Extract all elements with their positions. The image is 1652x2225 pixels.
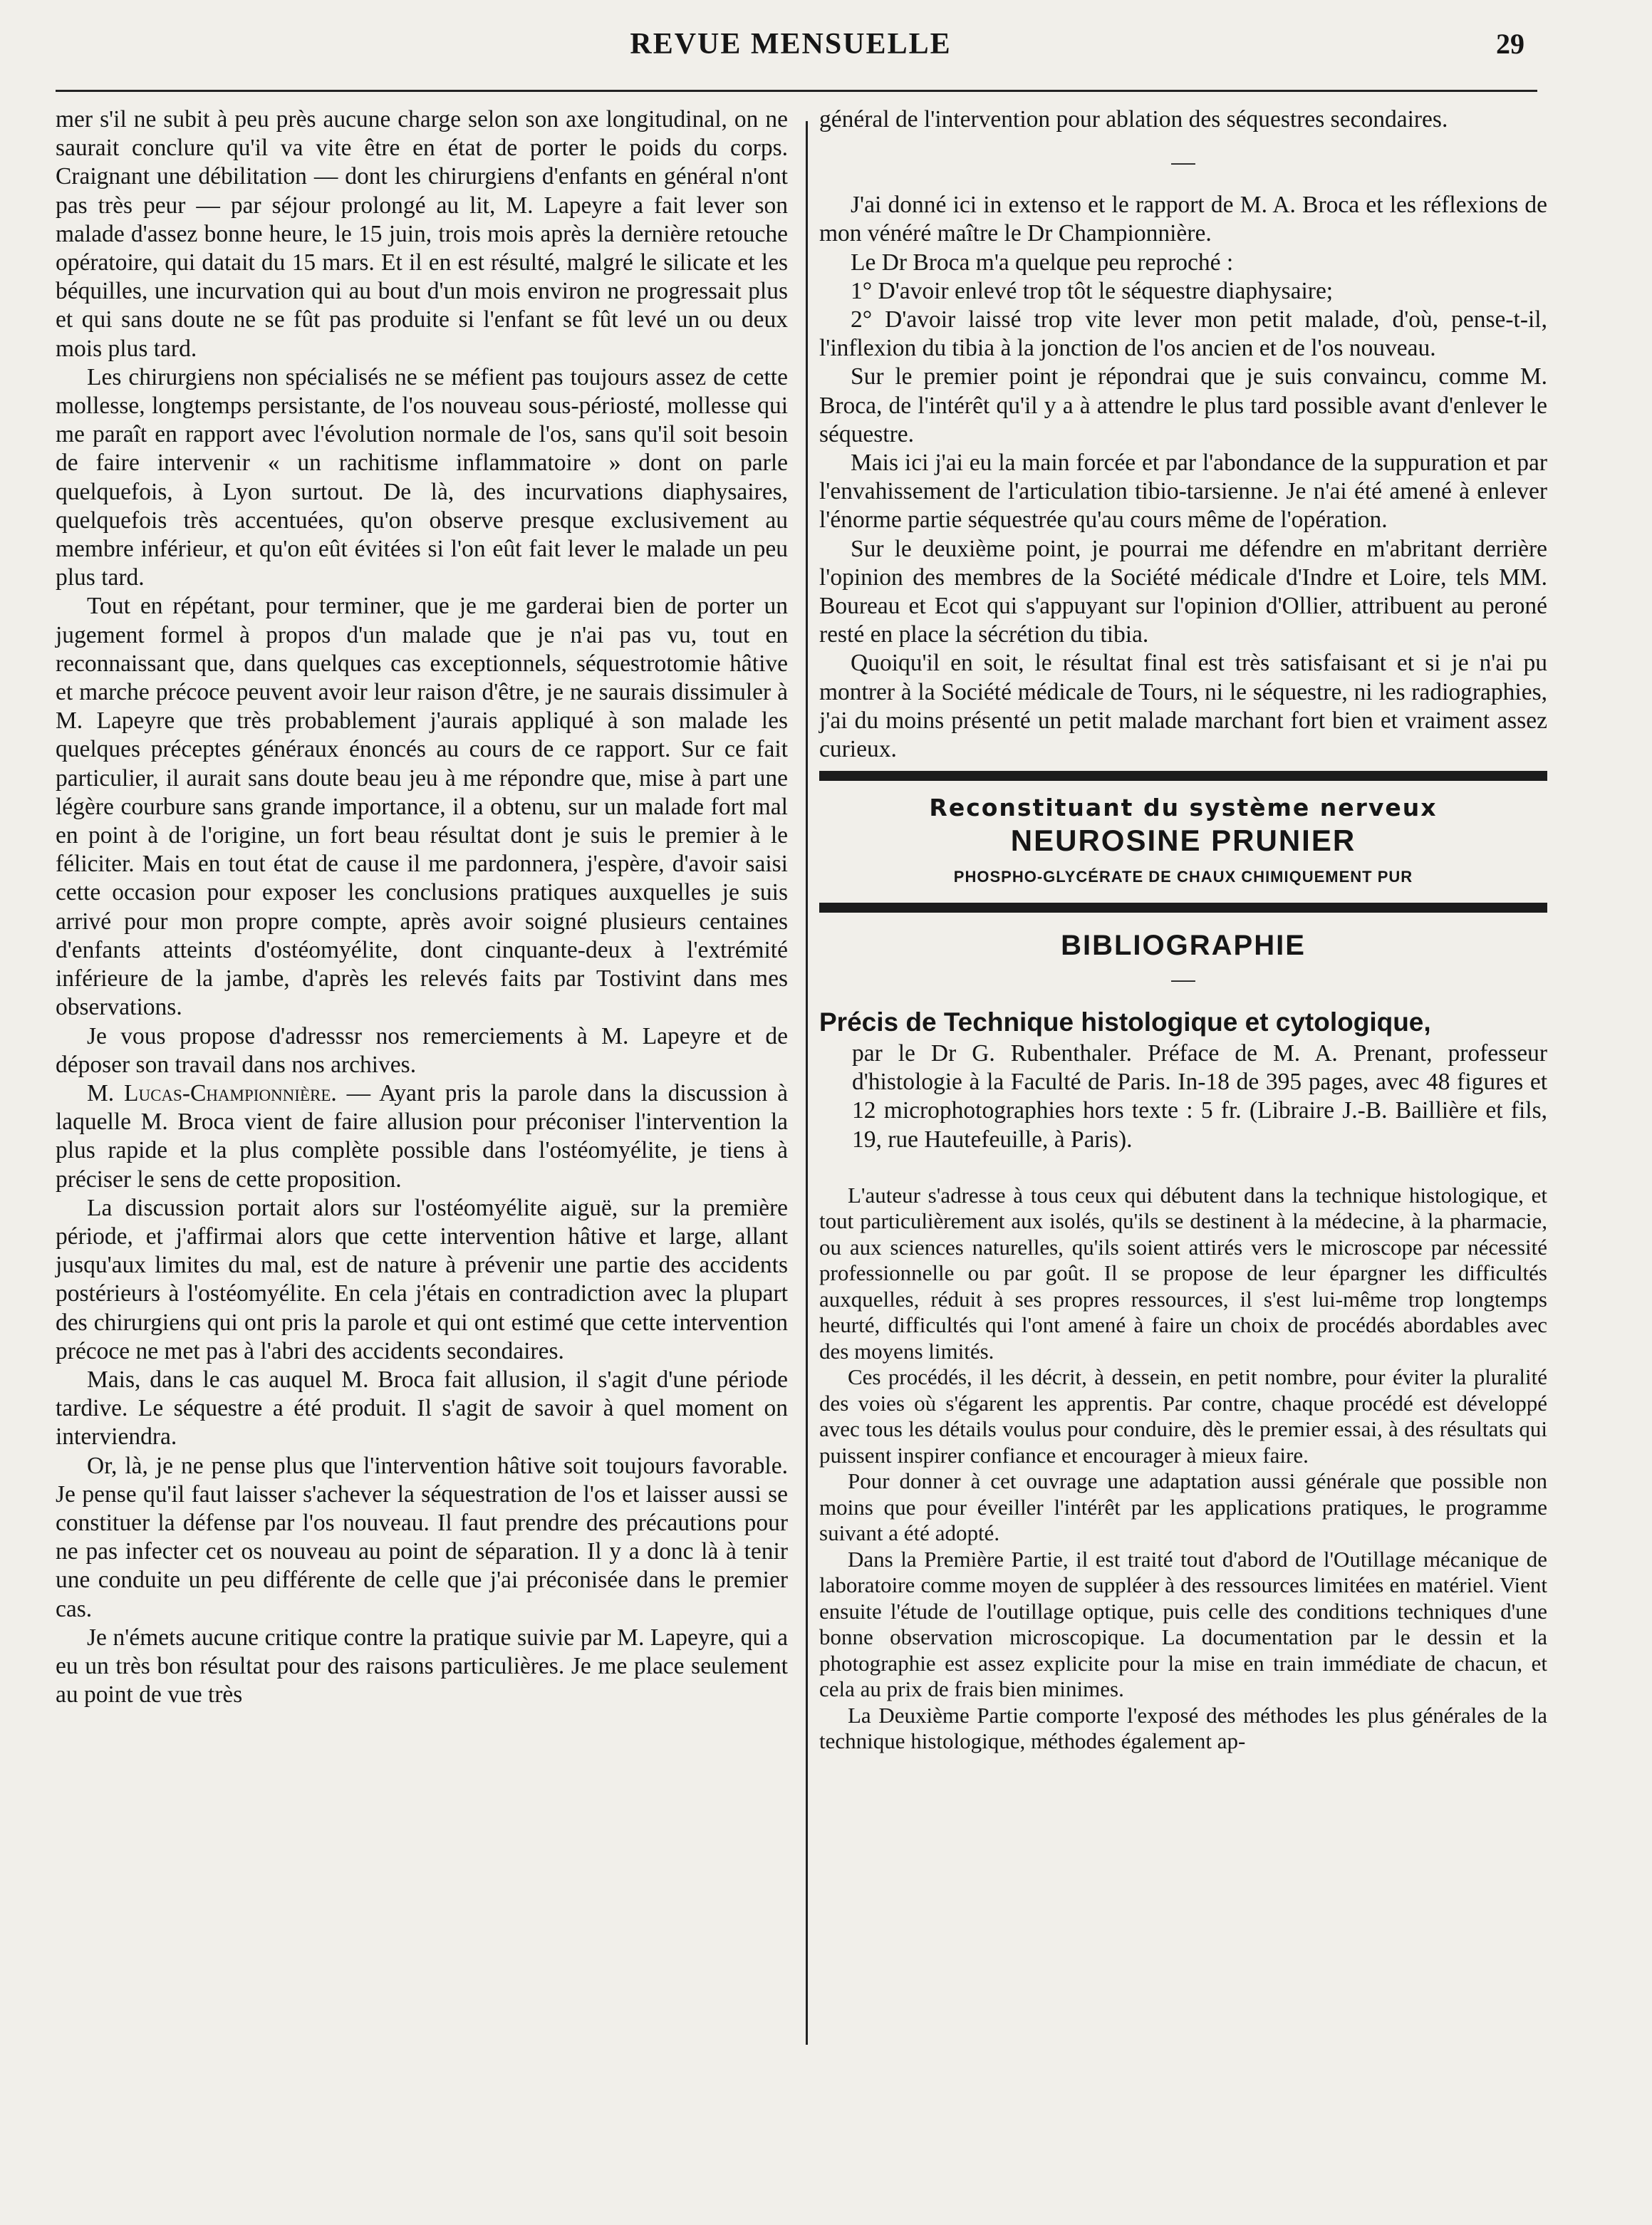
book-details: par le Dr G. Rubenthaler. Préface de M. A. Prenant, professeur d'histologie à la Faculté de Paris. In-18 de 395 pages, avec 48 figures et 12 microphotographies hors texte : 5 fr. (Libraire J.-B. Baillière et fils, 19, rue Hautefeuille, à Paris). [852,1040,1547,1153]
separator-dash: — [1171,149,1195,176]
advertisement [819,771,1547,913]
right-continuation: général de l'intervention pour ablation des séquestres secondaires. [819,106,1448,133]
left-paragraph-1: mer s'il ne subit à peu près aucune charge selon son axe longitudinal, on ne saurait conclure qu'il va vite être en état de porter le poids du corps. Craignant une débilitation — dont les chirurgiens d'enfants en général n'ont pas très peur — par séjour prolongé au lit, M. Lapeyre a fait lever son malade d'assez bonne heure, le 15 juin, trois mois après la dernière retouche opératoire, qui datait du 15 mars. Et il en est résulté, malgré le silicate et les béquilles, une incurvation qui au bout d'un mois environ ne progressait plus et qui sans doute ne se fût pas produite si l'enfant se fût levé un ou deux mois plus tard. [56,106,788,362]
section-heading: BIBLIOGRAPHIE [1061,929,1306,961]
left-paragraph-4: Je vous propose d'adresssr nos remerciements à M. Lapeyre et de déposer son travail dans nos archives. [56,1022,788,1078]
left-paragraph-7: Mais, dans le cas auquel M. Broca fait allusion, il s'agit d'une période tardive. Le séquestre a été produit. Il s'agit de savoir à quel moment on interviendra. [56,1366,788,1451]
review-paragraph-1: L'auteur s'adresse à tous ceux qui débutent dans la technique histologique, et tout particulièrement aux isolés, qu'ils se destinent à la médecine, à la pharmacie, ou aux sciences naturelles, qu'ils soient attirés vers le microscope par nécessité professionnelle ou par goût. Il se propose de leur épargner les difficultés auxquelles, réduit à ses propres ressources, il s'est lui-même trop longtemps heurté, difficultés qui l'ont amené à faire un choix de procédés abordables avec des moyens limités. [819,1182,1547,1364]
right-paragraph-7: Sur le deuxième point, je pourrai me défendre en m'abritant derrière l'opinion des membres de la Société médicale d'Indre et Loire, tels MM. Boureau et Ecot qui s'appuyant sur l'opinion d'Ollier, attribuent au peroné resté en place la sécrétion du tibia. [819,535,1547,648]
right-paragraph-2: Le Dr Broca m'a quelque peu reproché : [851,249,1234,276]
review-paragraph-4: Dans la Première Partie, il est traité tout d'abord de l'Outillage mécanique de laboratoire comme moyen de suppléer à des ressources limitées en matériel. Vient ensuite l'étude de l'outillage optique, puis celle des conditions techniques d'une bonne observation microscopique. La documentation par le dessin et la photographie est assez explicite pour la mise en train immédiate de chacun, et cela au prix de frais bien minimes. [819,1546,1547,1702]
page-number: 29 [1496,28,1524,60]
advert-subline: PHOSPHO-GLYCÉRATE DE CHAUX CHIMIQUEMENT PUR [953,867,1413,886]
right-paragraph-5: Sur le premier point je répondrai que je suis convaincu, comme M. Broca, de l'intérêt qu'il y a à attendre le plus tard possible avant d'enlever le séquestre. [819,363,1547,447]
right-paragraph-6: Mais ici j'ai eu la main forcée et par l'abondance de la suppuration et par l'envahissement de l'articulation tibio-tarsienne. Je n'ai été amené à enlever l'énorme partie séquestrée qu'au cours même de l'opération. [819,450,1547,534]
book-title: Précis de Technique histologique et cytologique, [819,1007,1431,1037]
advert-bottom-bar [819,903,1547,913]
running-title: REVUE MENSUELLE [630,28,952,61]
section-dash: — [1171,966,1195,993]
left-paragraph-6: La discussion portait alors sur l'ostéomyélite aiguë, sur la première période, et j'affirmai alors que cette intervention hâtive et large, allant jusqu'aux limites du mal, est de nature à prévenir une partie des accidents postérieurs à l'ostéomyélite. En cela j'étais en contradiction avec la plupart des chirurgiens qui ont pris la parole et qui ont estimé que cette intervention précoce ne met pas à l'abri des accidents secondaires. [56,1194,788,1364]
review-paragraph-3: Pour donner à cet ouvrage une adaptation aussi générale que possible non moins que pour éveiller l'intérêt par les applications pratiques, le programme suivant a été adopté. [819,1468,1547,1546]
left-paragraph-9: Je n'émets aucune critique contre la pratique suivie par M. Lapeyre, qui a eu un très bon résultat pour des raisons particulières. Je me place seulement au point de vue très [56,1624,788,1708]
page-header [57,27,1524,70]
left-paragraph-8: Or, là, je ne pense plus que l'intervention hâtive soit toujours favorable. Je pense qu'il faut laisser s'achever la séquestration de l'os et laisser aussi se constituer la défense par l'os nouveau. Il faut prendre des précautions pour ne pas infecter cet os nouveau au point de séparation. Il y a donc là à tenir une conduite un peu différente de celle que j'ai préconisée dans le premier cas. [56,1452,788,1622]
review-paragraph-2: Ces procédés, il les décrit, à dessein, en petit nombre, pour éviter la pluralité des voies où s'égarent les apprentis. Par contre, chaque procédé est développé avec tous les détails voulus pour conduire, dès le premier essai, à des résultats qui puissent inspirer confiance et encourager à mieux faire. [819,1364,1547,1468]
right-paragraph-8: Quoiqu'il en soit, le résultat final est très satisfaisant et si je n'ai pu montrer à la Société médicale de Tours, ni le séquestre, ni les radiographies, j'ai du moins présenté un petit malade marchant fort bien et vraiment assez curieux. [819,650,1547,763]
review-paragraph-5: La Deuxième Partie comporte l'exposé des méthodes les plus générales de la technique histologique, méthodes également ap- [819,1702,1547,1754]
left-paragraph-2: Les chirurgiens non spécialisés ne se méfient pas toujours assez de cette mollesse, longtemps persistante, de l'os nouveau sous-périosté, mollesse qui me paraît en rapport avec l'évolution normale de l'os, sans qu'il soit besoin de faire intervenir « un rachitisme inflammatoire » dont on parle quelquefois, à Lyon surtout. De là, des incurvations diaphysaires, quelquefois très accentuées, qu'on observe presque exclusivement au membre inférieur, et qu'on eût évitées si l'on eût fait lever le malade un peu plus tard. [56,363,788,591]
left-column [56,105,788,1709]
header-rule [56,90,1537,92]
advert-top-bar [819,771,1547,781]
right-paragraph-3: 1° D'avoir enlevé trop tôt le séquestre diaphysaire; [851,277,1334,304]
right-paragraph-1: J'ai donné ici in extenso et le rapport de M. A. Broca et les réflexions de mon vénéré maître le Dr Championnière. [819,192,1547,247]
right-column [819,105,1547,1755]
speaker-name: M. Lucas-Championnière. [87,1079,337,1106]
column-divider [806,121,808,2045]
speaker-text: — Ayant pris la parole dans la discussion à laquelle M. Broca vient de faire allusion pour préconiser l'intervention la plus rapide et la plus complète possible dans l'ostéomyélite, je tiens à préciser le sens de cette proposition. [56,1079,788,1193]
advert-tagline: Reconstituant du système nerveux [929,794,1438,822]
left-paragraph-lucas [56,1079,788,1194]
book-review [819,1183,1547,1755]
right-paragraph-4: 2° D'avoir laissé trop vite lever mon petit malade, d'où, pense-t-il, l'inflexion du tibia à la jonction de l'os ancien et de l'os nouveau. [819,306,1547,362]
advert-product: NEUROSINE PRUNIER [1010,824,1356,858]
left-paragraph-3: Tout en répétant, pour terminer, que je me garderai bien de porter un jugement formel à propos d'un malade que je n'ai pas vu, tout en reconnaissant que, dans quelques cas exceptionnels, séquestrotomie hâtive et marche précoce peuvent avoir leur raison d'être, je ne saurais dissimuler à M. Lapeyre que très probablement j'aurais appliqué à son malade les quelques préceptes généraux énoncés au cours de ce rapport. Sur ce fait particulier, il aurait sans doute beau jeu à me répondre que, mise à part une légère courbure sans grande importance, il a obtenu, sur un malade fort mal en point à de l'origine, un fort beau résultat dont je suis le premier à le féliciter. Mais en tout état de cause il me pardonnera, j'espère, d'avoir saisi cette occasion pour exposer les conclusions pratiques auxquelles je suis arrivé pour mon propre compte, après avoir soigné plusieurs centaines d'enfants atteints d'ostéomyélite, dont cinquante-deux à l'extrémité inférieure de la jambe, d'après les relevés faits par Tostivint dans mes observations. [56,593,788,1021]
